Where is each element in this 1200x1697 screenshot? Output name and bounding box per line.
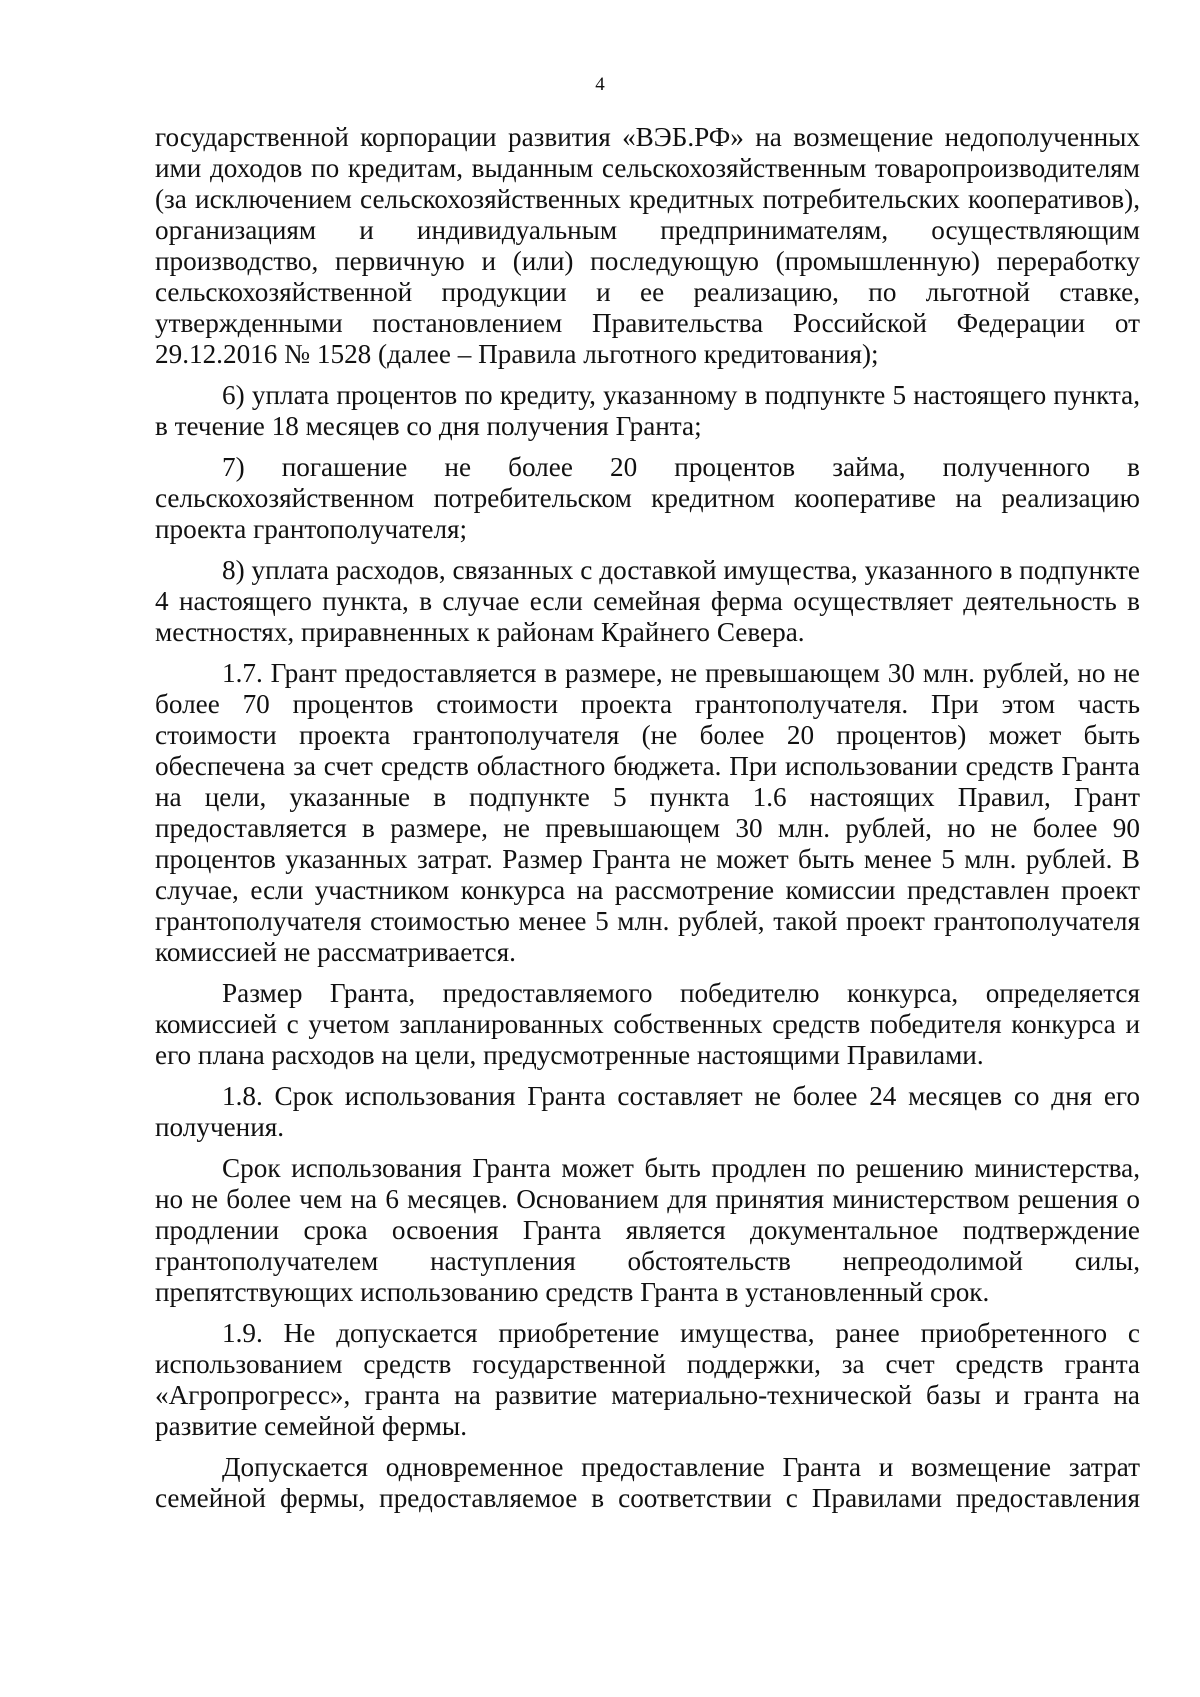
paragraph-item-6: 6) уплата процентов по кредиту, указанному в подпункте 5 настоящего пункта, в течение 18 месяцев со дня получения Гранта; — [155, 380, 1140, 441]
paragraph-vebrf-continuation: государственной корпорации развития «ВЭБ.РФ» на возмещение недополученных ими доходов по кредитам, выданным сельскохозяйственным товаропроизводителям (за исключением сельскохозяйственных кредитных потребительских кооперативов), организациям и индивидуальным предпринимателям, осуществляющим производство, первичную и (или) последующую (промышленную) переработку сельскохозяйственной продукции и ее реализацию, по льготной ставке, утвержденными постановлением Правительства Российской Федерации от 29.12.2016 № 1528 (далее – Правила льготного кредитования); — [155, 122, 1140, 369]
paragraph-item-7: 7) погашение не более 20 процентов займа, полученного в сельскохозяйственном потребительском кредитном кооперативе на реализацию проекта грантополучателя; — [155, 452, 1140, 544]
paragraph-clause-1-8: 1.8. Срок использования Гранта составляет не более 24 месяцев со дня его получения. — [155, 1081, 1140, 1142]
paragraph-clause-1-9: 1.9. Не допускается приобретение имущества, ранее приобретенного с использованием средств государственной поддержки, за счет средств гранта «Агропрогресс», гранта на развитие материально-технической базы и гранта на развитие семейной фермы. — [155, 1318, 1140, 1441]
paragraph-clause-1-7: 1.7. Грант предоставляется в размере, не превышающем 30 млн. рублей, но не более 70 процентов стоимости проекта грантополучателя. При этом часть стоимости проекта грантополучателя (не более 20 процентов) может быть обеспечена за счет средств областного бюджета. При использовании средств Гранта на цели, указанные в подпункте 5 пункта 1.6 настоящих Правил, Грант предоставляется в размере, не превышающем 30 млн. рублей, но не более 90 процентов указанных затрат. Размер Гранта не может быть менее 5 млн. рублей. В случае, если участником конкурса на рассмотрение комиссии представлен проект грантополучателя стоимостью менее 5 млн. рублей, такой проект грантополучателя комиссией не рассматривается. — [155, 658, 1140, 967]
paragraph-item-8: 8) уплата расходов, связанных с доставкой имущества, указанного в подпункте 4 настоящего пункта, в случае если семейная ферма осуществляет деятельность в местностях, приравненных к районам Крайнего Севера. — [155, 555, 1140, 647]
paragraph-simultaneous-provision: Допускается одновременное предоставление Гранта и возмещение затрат семейной фермы, предоставляемое в соответствии с Правилами предоставления — [155, 1452, 1140, 1513]
document-body — [155, 122, 1140, 1524]
paragraph-term-extension: Срок использования Гранта может быть продлен по решению министерства, но не более чем на 6 месяцев. Основанием для принятия министерством решения о продлении срока освоения Гранта является документальное подтверждение грантополучателем наступления обстоятельств непреодолимой силы, препятствующих использованию средств Гранта в установленный срок. — [155, 1153, 1140, 1307]
page-number: 4 — [595, 74, 605, 95]
paragraph-grant-size: Размер Гранта, предоставляемого победителю конкурса, определяется комиссией с учетом запланированных собственных средств победителя конкурса и его плана расходов на цели, предусмотренные настоящими Правилами. — [155, 978, 1140, 1070]
